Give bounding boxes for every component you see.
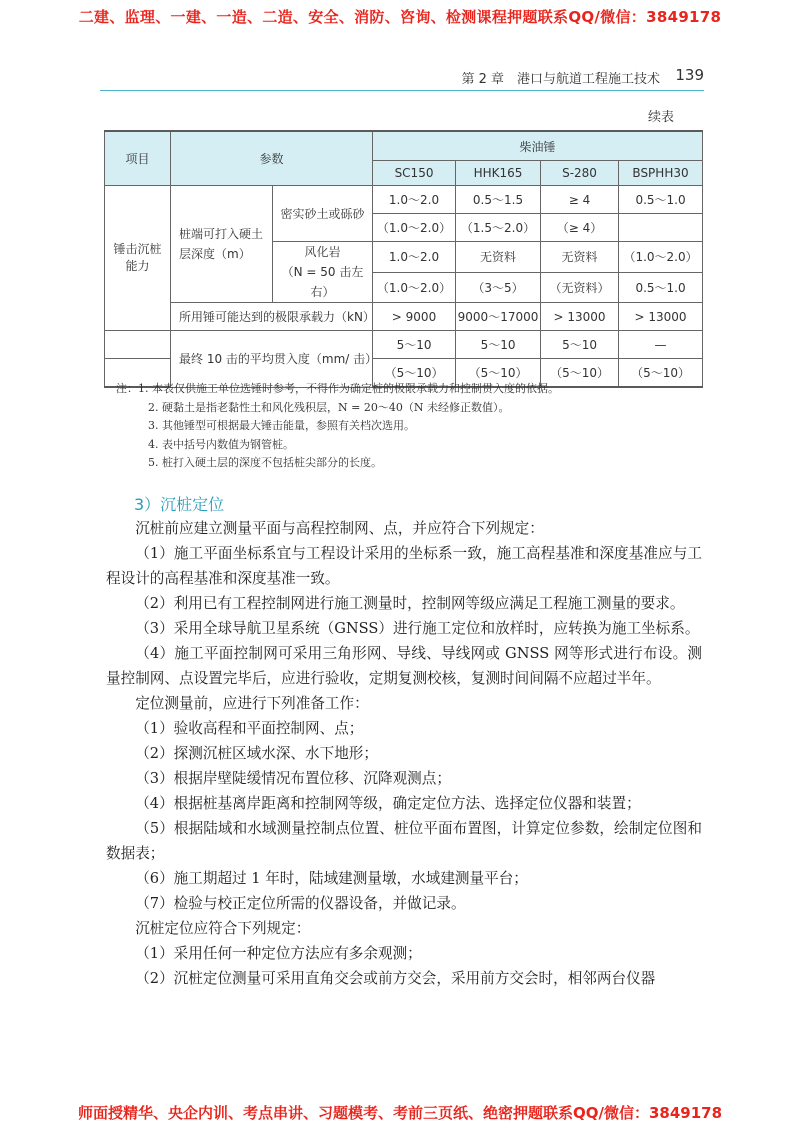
- sand-label: 密实砂土或砾砂: [273, 186, 373, 242]
- table-cell: （1.0～2.0）: [619, 242, 703, 273]
- penetration-label: 最终 10 击的平均贯入度（mm/ 击）: [171, 331, 373, 388]
- capacity-label: 所用锤可能达到的极限承载力（kN）: [171, 303, 373, 331]
- table-cell: （1.0～2.0）: [373, 214, 456, 242]
- table-row: [105, 303, 703, 331]
- paragraph: （4）根据桩基离岸距离和控制网等级，确定定位方法、选择定位仪器和装置；: [135, 795, 641, 812]
- table-cell: （3～5）: [456, 272, 541, 303]
- paragraph: （1）施工平面坐标系宜与工程设计采用的坐标系一致，施工高程基准和深度基准应与工程设计的高程基准和深度基准一致。: [106, 545, 702, 587]
- table-cell: （1.5～2.0）: [456, 214, 541, 242]
- table-cell: 1.0～2.0: [373, 186, 456, 214]
- table-cell: ≥ 4: [541, 186, 619, 214]
- table-cell: （≥ 4）: [541, 214, 619, 242]
- page-number: 139: [675, 66, 704, 84]
- table-row: [105, 331, 703, 359]
- body-text: [106, 516, 702, 991]
- table-cell: （5～10）: [541, 359, 619, 388]
- table-cell: 0.5～1.0: [619, 272, 703, 303]
- paragraph: （6）施工期超过 1 年时，陆域建测量墩，水域建测量平台；: [135, 870, 528, 887]
- table-cell: 9000～17000: [456, 303, 541, 331]
- paragraph: （4）施工平面控制网可采用三角形网、导线、导线网或 GNSS 网等形式进行布设。测量控制网、点设置完毕后，应进行验收，定期复测校核，复测时间间隔不应超过半年。: [106, 645, 702, 687]
- row-group-label: 锤击沉桩能力: [105, 186, 171, 331]
- table-cell: 0.5～1.5: [456, 186, 541, 214]
- header-diesel-hammer: 柴油锤: [373, 131, 703, 161]
- paragraph: （1）验收高程和平面控制网、点；: [135, 720, 364, 737]
- header-model: BSPHH30: [619, 161, 703, 186]
- weathered-title: 风化岩: [304, 245, 341, 259]
- paragraph: （2）探测沉桩区域水深、水下地形；: [135, 745, 378, 762]
- bottom-promo-banner: 师面授精华、央企内训、考点串讲、习题模考、考前三页纸、绝密押题联系QQ/微信：3849178: [77, 1104, 723, 1122]
- paragraph: 沉桩前应建立测量平面与高程控制网、点，并应符合下列规定：: [135, 520, 544, 537]
- running-header: [100, 66, 704, 91]
- paragraph: （5）根据陆域和水域测量控制点位置、桩位平面布置图，计算定位参数，绘制定位图和数据表；: [106, 820, 702, 862]
- table-cell: 无资料: [456, 242, 541, 273]
- table-cell: 5～10: [373, 331, 456, 359]
- paragraph: 定位测量前，应进行下列准备工作：: [135, 695, 369, 712]
- note-line: 注：1. 本表仅供施工单位选锤时参考，不得作为确定桩的极限承载力和控制贯入度的依据。: [116, 382, 559, 395]
- depth-label: 桩端可打入硬土层深度（m）: [171, 186, 273, 303]
- header-model: HHK165: [456, 161, 541, 186]
- section-heading: 3）沉桩定位: [134, 495, 225, 514]
- paragraph: 沉桩定位应符合下列规定：: [135, 920, 311, 937]
- table-cell: 1.0～2.0: [373, 242, 456, 273]
- note-line: 5. 桩打入硬土层的深度不包括桩尖部分的长度。: [148, 456, 382, 470]
- table-cell: 0.5～1.0: [619, 186, 703, 214]
- paragraph: （2）沉桩定位测量可采用直角交会或前方交会，采用前方交会时，相邻两台仪器: [135, 970, 656, 987]
- header-model: S-280: [541, 161, 619, 186]
- weathered-rock-label: [273, 242, 373, 303]
- pile-hammer-table: [104, 130, 703, 388]
- paragraph: （3）采用全球导航卫星系统（GNSS）进行施工定位和放样时，应转换为施工坐标系。: [135, 620, 700, 637]
- paragraph: （3）根据岸壁陡缓情况布置位移、沉降观测点；: [135, 770, 451, 787]
- table-cell: 5～10: [541, 331, 619, 359]
- note-line: 3. 其他锤型可根据最大锤击能量，参照有关档次选用。: [148, 419, 415, 433]
- table-cell: 5～10: [456, 331, 541, 359]
- empty-cell: [105, 331, 171, 359]
- continued-label: 续表: [648, 110, 675, 125]
- table-cell: 无资料: [541, 242, 619, 273]
- paragraph: （2）利用已有工程控制网进行施工测量时，控制网等级应满足工程施工测量的要求。: [135, 595, 685, 612]
- header-params: 参数: [171, 131, 373, 186]
- chapter-title: 第 2 章 港口与航道工程施工技术: [461, 72, 660, 87]
- table-row: [105, 186, 703, 214]
- paragraph: （1）采用任何一种定位方法应有多余观测；: [135, 945, 422, 962]
- weathered-sub: （N = 50 击左右）: [281, 265, 364, 299]
- note-line: 2. 硬黏土是指老黏性土和风化残积层，N = 20～40（N 未经修正数值）。: [148, 400, 510, 414]
- table-cell: [619, 214, 703, 242]
- table-cell: > 13000: [619, 303, 703, 331]
- table-cell: （1.0～2.0）: [373, 272, 456, 303]
- table-notes: [116, 380, 706, 473]
- table-cell: （5～10）: [456, 359, 541, 388]
- table-cell: > 9000: [373, 303, 456, 331]
- table-cell: —: [619, 331, 703, 359]
- table-cell: > 13000: [541, 303, 619, 331]
- header-model: SC150: [373, 161, 456, 186]
- note-line: 4. 表中括号内数值为钢管桩。: [148, 437, 294, 451]
- paragraph: （7）检验与校正定位所需的仪器设备，并做记录。: [135, 895, 466, 912]
- table-cell: （5～10）: [619, 359, 703, 388]
- table-cell: （无资料）: [541, 272, 619, 303]
- top-promo-banner: 二建、监理、一建、一造、二造、安全、消防、咨询、检测课程押题联系QQ/微信：3849178: [78, 8, 722, 26]
- header-item: 项目: [105, 131, 171, 186]
- table-cell: （5～10）: [373, 359, 456, 388]
